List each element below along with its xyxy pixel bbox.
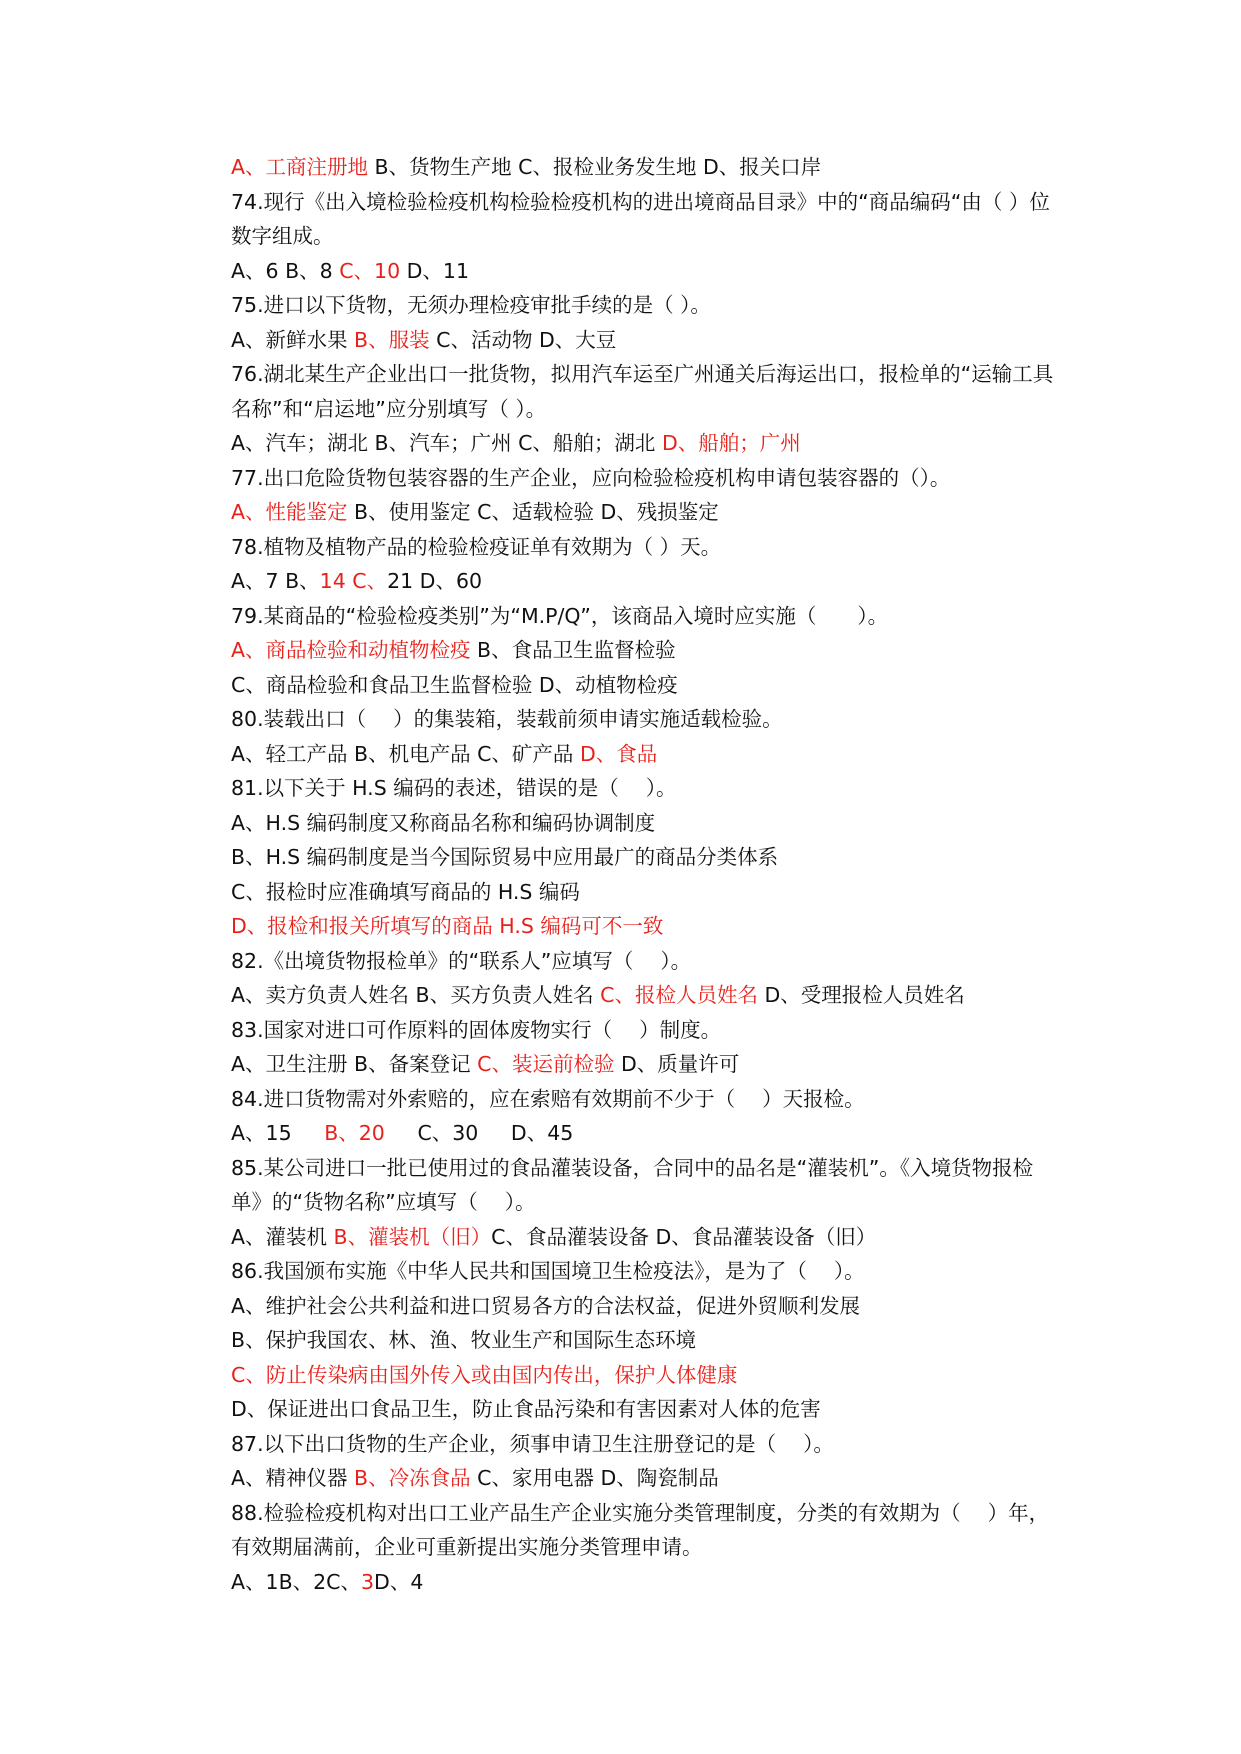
question-text: D、质量许可 <box>614 1052 740 1076</box>
document-line <box>231 426 1061 461</box>
question-text: C、食品灌装设备 D、食品灌装设备（旧） <box>491 1224 877 1249</box>
document-line <box>231 495 1061 530</box>
question-text: 77.出口危险货物包装容器的生产企业，应向检验检疫机构申请包装容器的（）。 <box>231 465 951 490</box>
question-text: A、H.S 编码制度又称商品名称和编码协调制度 <box>231 810 656 835</box>
document-line <box>231 1427 1061 1462</box>
document-line <box>231 909 1061 944</box>
question-text: 76.湖北某生产企业出口一批货物，拟用汽车运至广州通关后海运出口，报检单的“运输工具名称”和“启运地”应分别填写（ ）。 <box>231 362 1054 421</box>
question-text: 88.检验检疫机构对出口工业产品生产企业实施分类管理制度，分类的有效期为（ ）年，有效期届满前，企业可重新提出实施分类管理申请。 <box>231 1500 1050 1559</box>
answer-text: A、工商注册地 <box>231 155 369 179</box>
question-text: D、11 <box>400 258 470 283</box>
question-text: B、使用鉴定 C、适载检验 D、残损鉴定 <box>347 500 719 524</box>
document-line <box>231 150 1061 185</box>
document-line <box>231 1461 1061 1496</box>
answer-text: D、船舶；广州 <box>661 431 801 455</box>
document-line <box>231 771 1061 806</box>
question-text: 78.植物及植物产品的检验检疫证单有效期为（ ）天。 <box>231 534 722 559</box>
document-line <box>231 633 1061 668</box>
document-line <box>231 840 1061 875</box>
document-line <box>231 288 1061 323</box>
question-text: 85.某公司进口一批已使用过的食品灌装设备，合同中的品名是“灌装机”。《入境货物报检单》的“货物名称”应填写（ ）。 <box>231 1155 1034 1214</box>
question-text: A、1B、2C、 <box>231 1569 361 1594</box>
question-text: B、货物生产地 C、报检业务发生地 D、报关口岸 <box>368 155 822 179</box>
document-line <box>231 1151 1061 1220</box>
answer-text: B、20 <box>324 1121 385 1145</box>
question-text: D、保证进出口食品卫生，防止食品污染和有害因素对人体的危害 <box>231 1397 821 1421</box>
question-text: 75.进口以下货物，无须办理检疫审批手续的是（ ）。 <box>231 293 711 317</box>
question-text: 86.我国颁布实施《中华人民共和国国境卫生检疫法》，是为了（ ）。 <box>231 1259 865 1283</box>
document-line <box>231 702 1061 737</box>
document-line <box>231 185 1061 254</box>
document-page <box>231 150 1061 1599</box>
question-text: A、汽车；湖北 B、汽车；广州 C、船舶；湖北 <box>231 431 662 455</box>
question-text: A、轻工产品 B、机电产品 C、矿产品 <box>231 741 580 766</box>
answer-text: 3 <box>361 1569 375 1594</box>
question-text: A、6 B、8 <box>231 258 340 283</box>
document-line <box>231 1013 1061 1048</box>
question-text: 21 D、60 <box>387 569 483 593</box>
question-text: C、30 D、45 <box>384 1121 574 1145</box>
document-line <box>231 978 1061 1013</box>
question-text: C、家用电器 D、陶瓷制品 <box>470 1466 719 1490</box>
question-text: B、保护我国农、林、渔、牧业生产和国际生态环境 <box>231 1328 697 1352</box>
question-text: A、新鲜水果 <box>231 327 355 352</box>
document-line <box>231 1358 1061 1393</box>
question-text: A、卖方负责人姓名 B、买方负责人姓名 <box>231 983 601 1007</box>
question-text: C、活动物 D、大豆 <box>429 327 617 352</box>
question-text: B、H.S 编码制度是当今国际贸易中应用最广的商品分类体系 <box>231 845 779 869</box>
document-line <box>231 1496 1061 1565</box>
question-text: A、7 B、 <box>231 569 320 593</box>
question-text: A、15 <box>231 1121 325 1145</box>
document-line <box>231 875 1061 910</box>
document-line <box>231 944 1061 979</box>
answer-text: A、性能鉴定 <box>231 500 348 524</box>
document-line <box>231 1323 1061 1358</box>
question-text: 84.进口货物需对外索赔的，应在索赔有效期前不少于（ ）天报检。 <box>231 1086 865 1111</box>
question-text: A、精神仪器 <box>231 1466 355 1490</box>
document-line <box>231 806 1061 841</box>
document-line <box>231 1565 1061 1600</box>
document-line <box>231 737 1061 772</box>
document-line <box>231 1392 1061 1427</box>
answer-text: B、服装 <box>354 327 430 352</box>
document-line <box>231 1254 1061 1289</box>
question-text: 81.以下关于 H.S 编码的表述，错误的是（ ）。 <box>231 776 677 800</box>
answer-text: C、装运前检验 <box>477 1052 615 1076</box>
question-text: A、卫生注册 B、备案登记 <box>231 1052 478 1076</box>
answer-text: B、冷冻食品 <box>354 1466 471 1490</box>
question-text: A、维护社会公共利益和进口贸易各方的合法权益，促进外贸顺利发展 <box>231 1293 861 1318</box>
answer-text: A、商品检验和动植物检疫 <box>231 638 471 662</box>
document-line <box>231 1116 1061 1151</box>
document-line <box>231 564 1061 599</box>
document-line <box>231 1082 1061 1117</box>
answer-text: C、10 <box>339 258 401 283</box>
document-line <box>231 254 1061 289</box>
document-line <box>231 668 1061 703</box>
answer-text: C、防止传染病由国外传入或由国内传出，保护人体健康 <box>231 1362 738 1387</box>
document-line <box>231 323 1061 358</box>
answer-text: D、报检和报关所填写的商品 H.S 编码可不一致 <box>231 914 664 938</box>
question-text: C、报检时应准确填写商品的 H.S 编码 <box>231 879 580 904</box>
question-text: 83.国家对进口可作原料的固体废物实行（ ）制度。 <box>231 1017 722 1042</box>
answer-text: D、食品 <box>579 741 658 766</box>
question-text: C、商品检验和食品卫生监督检验 D、动植物检疫 <box>231 672 678 697</box>
answer-text: 14 C、 <box>319 569 388 593</box>
document-line <box>231 530 1061 565</box>
document-line <box>231 599 1061 634</box>
question-text: 79.某商品的“检验检疫类别”为“M.P/Q”，该商品入境时应实施（ ）。 <box>231 603 889 628</box>
document-line <box>231 1289 1061 1324</box>
question-text: D、受理报检人员姓名 <box>757 983 965 1007</box>
question-text: B、食品卫生监督检验 <box>470 638 676 662</box>
question-text: 87.以下出口货物的生产企业，须事申请卫生注册登记的是（ ）。 <box>231 1431 834 1456</box>
document-line <box>231 1047 1061 1082</box>
document-line <box>231 1220 1061 1255</box>
question-text: 82.《出境货物报检单》的“联系人”应填写（ ）。 <box>231 948 692 973</box>
document-line <box>231 461 1061 496</box>
answer-text: B、灌装机（旧） <box>333 1224 492 1249</box>
document-line <box>231 357 1061 426</box>
answer-text: C、报检人员姓名 <box>600 983 758 1007</box>
question-text: 80.装载出口（ ）的集装箱，装载前须申请实施适载检验。 <box>231 707 783 731</box>
question-text: D、4 <box>374 1569 424 1594</box>
question-text: A、灌装机 <box>231 1224 334 1249</box>
question-text: 74.现行《出入境检验检疫机构检验检疫机构的进出境商品目录》中的“商品编码“由（ ）位数字组成。 <box>231 189 1050 248</box>
